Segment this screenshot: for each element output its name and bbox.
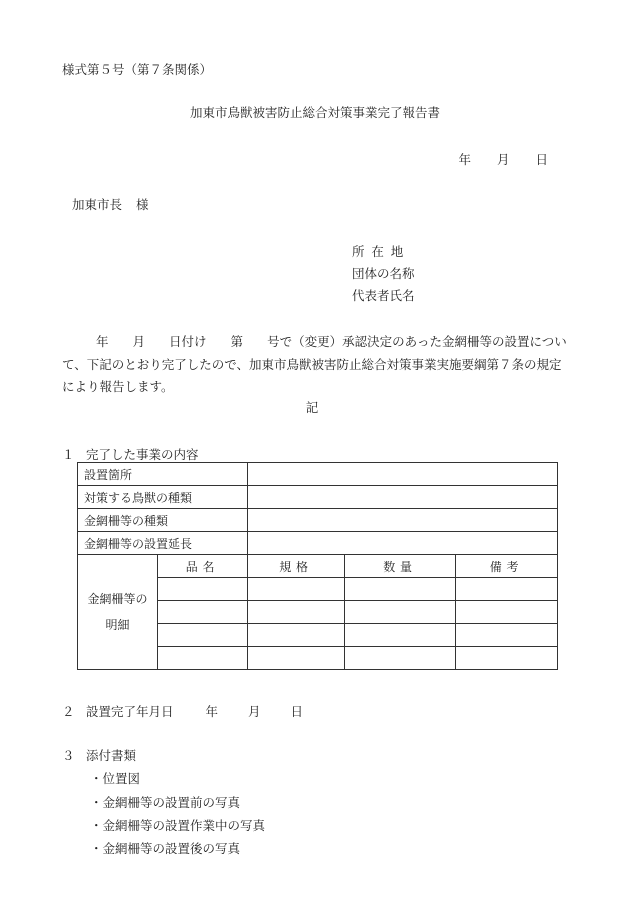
project-details-table: [77, 462, 558, 670]
body-paragraph: [62, 331, 567, 399]
column-header-spec: 規格: [248, 555, 345, 578]
addressee: [72, 195, 149, 213]
column-header-quantity: 数量: [345, 555, 456, 578]
table-row: [78, 532, 558, 555]
row-label-fence-length: 金網柵等の設置延長: [78, 532, 248, 555]
input-cell[interactable]: [345, 647, 456, 670]
input-cell[interactable]: [345, 601, 456, 624]
table-row: [78, 555, 558, 578]
column-header-remarks: 備考: [456, 555, 558, 578]
field-address-label: 所在地: [352, 244, 411, 259]
section1-heading: １ 完了した事業の内容: [62, 447, 199, 462]
table-row: [78, 509, 558, 532]
attachment-item: ・金網柵等の設置後の写真: [90, 841, 241, 856]
input-cell[interactable]: [456, 601, 558, 624]
row-label-animal-type: 対策する鳥獣の種類: [78, 486, 248, 509]
date-month-label: 月: [496, 152, 510, 167]
input-cell[interactable]: [248, 486, 558, 509]
input-cell[interactable]: [248, 578, 345, 601]
attachment-item: ・金網柵等の設置作業中の写真: [90, 818, 266, 833]
input-cell[interactable]: [248, 463, 558, 486]
input-cell[interactable]: [248, 647, 345, 670]
body-first-line: 年 月 日付け 第 号で（変更）承認決定のあった金網柵等の設置につい: [96, 334, 567, 349]
input-cell[interactable]: [158, 647, 248, 670]
row-label-location: 設置箇所: [78, 463, 248, 486]
date-day-label: 日: [535, 152, 548, 167]
input-cell[interactable]: [158, 578, 248, 601]
detail-label: 金網柵等の 明細: [78, 555, 158, 670]
input-cell[interactable]: [345, 624, 456, 647]
date-year-label: 年: [458, 152, 471, 167]
completion-month-label: 月: [248, 704, 261, 719]
input-cell[interactable]: [345, 578, 456, 601]
input-cell[interactable]: [248, 509, 558, 532]
input-cell[interactable]: [248, 601, 345, 624]
table-row: [78, 463, 558, 486]
row-label-fence-type: 金網柵等の種類: [78, 509, 248, 532]
addressee-name: 加東市長: [72, 197, 123, 212]
input-cell[interactable]: [248, 532, 558, 555]
field-organization-label: 団体の名称: [352, 266, 415, 281]
input-cell[interactable]: [158, 601, 248, 624]
column-header-item-name: 品名: [158, 555, 248, 578]
completion-year-label: 年: [205, 704, 219, 719]
addressee-honorific: 様: [136, 197, 149, 212]
input-cell[interactable]: [456, 624, 558, 647]
ki-heading: 記: [305, 400, 319, 415]
body-rest-text: て、下記のとおり完了したので、加東市鳥獣被害防止総合対策事業実施要綱第７条の規定により報告します。: [62, 356, 562, 394]
section3-heading: ３ 添付書類: [62, 748, 137, 763]
input-cell[interactable]: [248, 624, 345, 647]
field-representative-label: 代表者氏名: [352, 288, 415, 303]
section2-heading: ２ 設置完了年月日 年 月 日: [62, 704, 304, 719]
form-number: 様式第５号（第７条関係）: [62, 62, 213, 77]
table-row: [78, 486, 558, 509]
completion-day-label: 日: [290, 704, 304, 719]
attachment-item: ・金網柵等の設置前の写真: [90, 795, 241, 810]
report-date: [0, 150, 548, 168]
input-cell[interactable]: [456, 647, 558, 670]
document-title: 加東市鳥獣被害防止総合対策事業完了報告書: [189, 105, 440, 120]
input-cell[interactable]: [456, 578, 558, 601]
attachment-item: ・位置図: [90, 771, 141, 786]
input-cell[interactable]: [158, 624, 248, 647]
